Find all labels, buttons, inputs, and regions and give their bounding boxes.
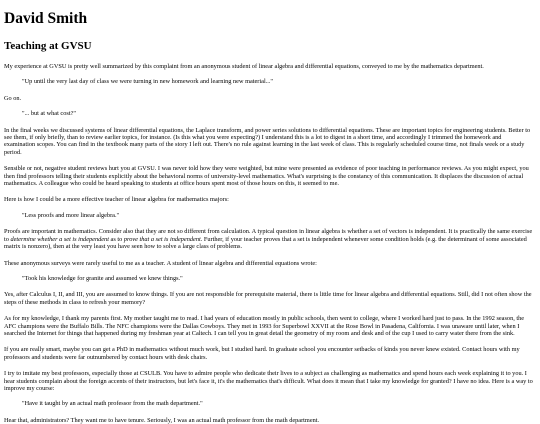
paragraph-reviews: Sensible or not, negative student reviews hurt you at GVSU. I was never told how they were weighted, but mine were presented as evidence of poor teaching in performance reviews. As you might expect, you then find professors telling their students explicitly about the behavioral norms of university-level mathematics. What's surprising is the constancy of this communication. It displaces the discussion of actual mathematics. A colleague who could be heard speaking to students at office hours spent most of those hours on this, it seemed to me. xyxy=(4,165,529,188)
paragraph-proofs xyxy=(4,228,534,250)
quote-less-proofs: "Less proofs and more linear algebra." xyxy=(22,211,120,219)
paragraph-administrators: Hear that, administrators? They want me to have tenure. Seriously, I was an actual math professor from the math department. xyxy=(4,416,320,424)
paragraph-intro: My experience at GVSU is pretty well summarized by this complaint from an anonymous student of linear algebra and differential equations, conveyed to me by the mathematics department. xyxy=(4,63,484,70)
paragraph-proofs-text-c: . Further, if your teacher proves that a set is independent whenever some condition holds (e.g. the determinant of some associated matrix is nonzero), then at the very least you have seen how to solve a large class of problems. xyxy=(4,235,527,251)
paragraph-effective-teacher: Here is how I could be a more effective teacher of linear algebra for mathematics majors: xyxy=(4,196,229,204)
paragraph-go-on: Go on. xyxy=(4,94,22,102)
quote-homework: "Up until the very last day of class we were turning in new homework and learning new material..." xyxy=(22,78,273,86)
paragraph-professors: I try to imitate my best professors, especially those at CSULB. You have to admire people who dedicate their lives to a subject as challenging as mathematics and spend hours each week explaining it to you. I hear students complain about the foreign accents of their instructors, but let's face it, it's the mathematics that's difficult. What does it mean that I take my knowledge for granted? I have no idea. Here is a way to improve my course: xyxy=(4,370,533,392)
quote-cost: "... but at what cost?" xyxy=(22,110,76,118)
paragraph-proofs-text-a: Proofs are important in mathematics. Consider also that they are not so different from calculation. A typical question in linear algebra is whether a set of vectors is independent. It is practically the same exercise to xyxy=(4,228,533,243)
paragraph-prerequisites: Yes, after Calculus I, II, and III, you are assumed to know things. If you are not responsible for prerequisite material, there is little time for linear algebra and differential equations. Still, did I not often show the steps of these methods in class to refresh your memory? xyxy=(4,291,532,306)
paragraph-proofs-text-b: as to xyxy=(108,235,124,243)
section-title: Teaching at GVSU xyxy=(4,40,92,52)
paragraph-final-weeks: In the final weeks we discussed systems of linear differential equations, the Laplace transform, and power series solutions to differential equations. These are important topics for engineering students. Better to see them, if only briefly, than to review earlier topics, for instance. (Is this what you were expecting?) I understand this is a lot to digest in a short time, and accordingly I trimmed the homework and examination scopes. You can find in the textbook many parts of the story I left out. There's no rule against learning in the last week of class. This is regularly scheduled course time, not finals week or a study period. xyxy=(4,126,531,156)
paragraph-surveys: These anonymous surveys were rarely useful to me as a teacher. A student of linear algebra and differential equations wrote: xyxy=(4,259,317,267)
paragraph-knowledge: As for my knowledge, I thank my parents first. My mother taught me to read. I had years of education mostly in public schools, then went to college, where I worked hard just to pass. In the 1992 season, the AFC champions were the Buffalo Bills. The NFC champions were the Dallas Cowboys. They met in 1993 for Superbowl XXVII at the Rose Bowl in Pasadena, California. I was unaware until later, when I searched the Internet for things that happened during my freshman year at Caltech. I can tell you in great detail the geometry of my room and desk and of the cup I used to carry water there from the sink. xyxy=(4,315,525,337)
quote-granite: "Took his knowledge for granite and assumed we knew things." xyxy=(22,274,183,282)
paragraph-phd: If you are really smart, maybe you can get a PhD in mathematics without much work, but I studied hard. In graduate school you encounter setbacks of kinds you never knew existed. Contact hours with my professors and students were far outnumbered by contact hours with desk chairs. xyxy=(4,346,520,361)
paragraph-proofs-emphasis-determine: determine whether a set is independent xyxy=(10,235,109,243)
paragraph-proofs-emphasis-prove: prove that a set is independent xyxy=(123,235,201,243)
quote-actual-professor: "Have it taught by an actual math professor from the math department." xyxy=(22,400,203,408)
page-title: David Smith xyxy=(4,10,88,27)
page-content xyxy=(4,10,534,424)
